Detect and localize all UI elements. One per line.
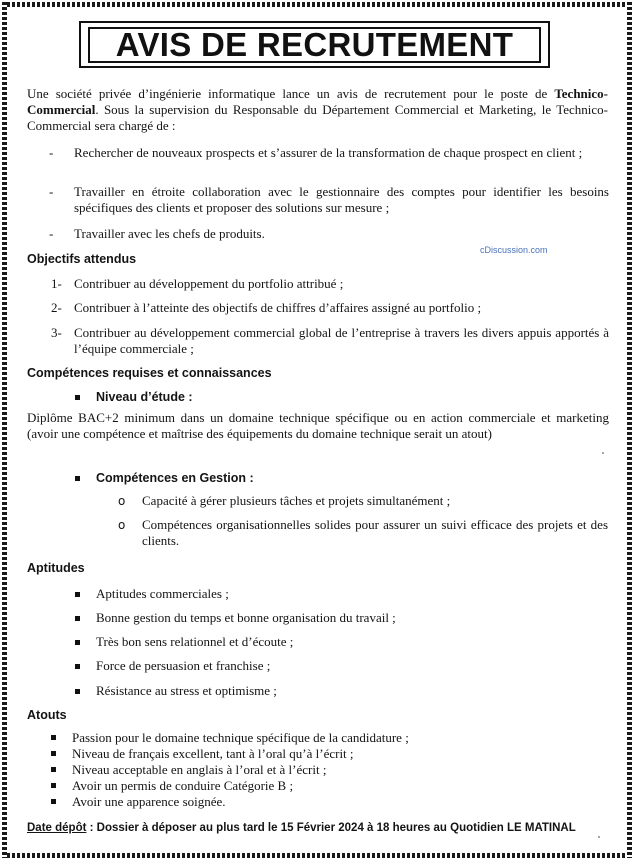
atout-item-1: Passion pour le domaine technique spécifique de la candidature ; [72,730,409,745]
deadline-line [27,820,607,836]
bullet-square-icon [51,799,56,804]
atout-item-4: Avoir un permis de conduire Catégorie B ; [72,778,294,793]
objectives-heading: Objectifs attendus [27,252,137,266]
competences-heading: Compétences requises et connaissances [27,366,272,380]
title-frame [79,21,550,68]
deadline-label: Date dépôt [27,822,87,834]
niveau-text: Diplôme BAC+2 minimum dans un domaine technique spécifique ou en action commerciale et marketing (avoir une compétence et maîtrise des équipements du domaine technique serait un atout) [27,410,609,441]
aptitude-item-4: Force de persuasion et franchise ; [96,658,271,673]
intro-text-end: . Sous la supervision du Responsable du Département Commercial et Marketing, le Technico-Commercial sera chargé de : [27,102,608,133]
scan-speck [602,452,604,454]
intro-text-start: Une société privée d’ingénierie informatique lance un avis de recrutement pour le poste de [27,86,548,101]
bullet-square-icon [75,616,80,621]
atout-item-5: Avoir une apparence soignée. [72,794,226,809]
bullet-square-icon [75,664,80,669]
page-title: AVIS DE RECRUTEMENT [88,27,541,63]
task-item-2: Travailler en étroite collaboration avec le gestionnaire des comptes pour identifier les besoins spécifiques des clients et proposer des solutions sur mesure ; [74,184,609,215]
aptitude-item-1: Aptitudes commerciales ; [96,586,229,601]
bullet-square-icon [51,735,56,740]
bullet-square-icon [75,476,80,481]
border-bottom [2,853,632,858]
objective-item-3: Contribuer au développement commercial global de l’entreprise à travers les divers appuis apportés à l’équipe commerciale ; [74,325,609,356]
gestion-item-1: Capacité à gérer plusieurs tâches et projets simultanément ; [142,493,451,508]
border-right [627,2,632,858]
atout-item-3: Niveau acceptable en anglais à l’oral et à l’écrit ; [72,762,327,777]
task-marker-3: - [49,226,54,241]
aptitude-item-3: Très bon sens relationnel et d’écoute ; [96,634,294,649]
bullet-square-icon [75,640,80,645]
task-marker-1: - [49,145,54,160]
atouts-heading: Atouts [27,708,67,722]
bullet-square-icon [51,767,56,772]
bullet-square-icon [51,751,56,756]
task-item-1: Rechercher de nouveaux prospects et s’assurer de la transformation de chaque prospect en client ; [74,145,583,160]
intro-paragraph [27,86,608,134]
niveau-label: Niveau d’étude : [96,390,193,404]
objective-number-3: 3- [51,325,62,340]
deadline-text: : Dossier à déposer au plus tard le 15 Février 2024 à 18 heures au Quotidien LE MATINAL [89,822,576,834]
bullet-square-icon [51,783,56,788]
gestion-label: Compétences en Gestion : [96,471,254,485]
aptitude-item-2: Bonne gestion du temps et bonne organisation du travail ; [96,610,396,625]
scan-speck [598,836,600,838]
objective-number-1: 1- [51,276,62,291]
aptitude-item-5: Résistance au stress et optimisme ; [96,683,277,698]
atout-item-2: Niveau de français excellent, tant à l’oral qu’à l’écrit ; [72,746,354,761]
objective-item-2: Contribuer à l’atteinte des objectifs de chiffres d’affaires assigné au portfolio ; [74,300,482,315]
circle-bullet-icon: o [118,494,126,508]
aptitudes-heading: Aptitudes [27,561,85,575]
objective-number-2: 2- [51,300,62,315]
bullet-square-icon [75,395,80,400]
gestion-item-2: Compétences organisationnelles solides pour assurer un suivi efficace des projets et des clients. [142,517,608,548]
border-top [2,2,632,7]
bullet-square-icon [75,689,80,694]
watermark: cDiscussion.com [480,245,548,255]
job-title: Technico-Commercial [27,86,609,117]
border-left [2,2,7,858]
task-marker-2: - [49,184,54,199]
task-item-3: Travailler avec les chefs de produits. [74,226,265,241]
objective-item-1: Contribuer au développement du portfolio attribué ; [74,276,344,291]
bullet-square-icon [75,592,80,597]
circle-bullet-icon: o [118,518,126,532]
